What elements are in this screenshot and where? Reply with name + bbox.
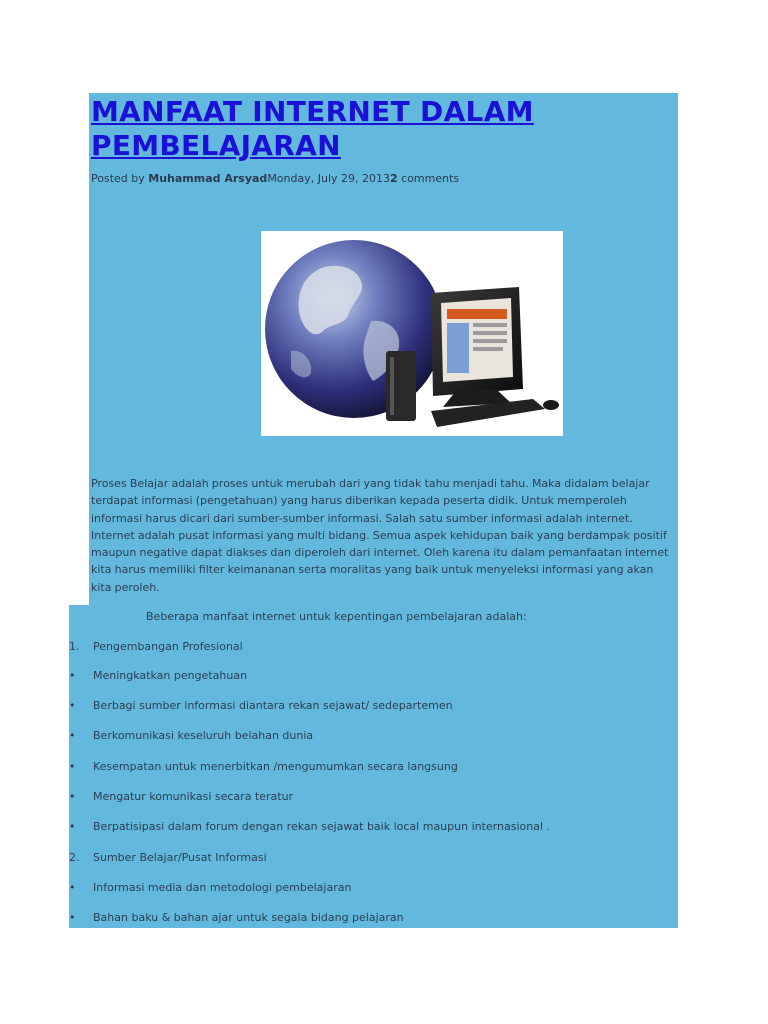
list-item-label: Informasi media dan metodologi pembelajaran: [93, 881, 352, 894]
list-item: [69, 760, 669, 778]
list-intro: Beberapa manfaat internet untuk kepentingan pembelajaran adalah:: [146, 610, 527, 623]
globe-computer-illustration: [261, 231, 563, 436]
bullet-icon: •: [69, 669, 76, 682]
list-item: [69, 699, 669, 717]
list-item: [69, 881, 669, 899]
bullet-icon: •: [69, 699, 76, 712]
list-item: [69, 669, 669, 687]
list-item: [69, 790, 669, 808]
list-item: [69, 729, 669, 747]
list-item: [69, 911, 669, 929]
bullet-icon: •: [69, 820, 76, 833]
list-item-label: Sumber Belajar/Pusat Informasi: [93, 851, 267, 864]
list-item-label: Berbagi sumber informasi diantara rekan sejawat/ sedepartemen: [93, 699, 453, 712]
list-marker: 1.: [69, 640, 80, 653]
list-item-label: Berkomunikasi keseluruh belahan dunia: [93, 729, 314, 742]
bullet-icon: •: [69, 729, 76, 742]
list-item-label: Kesempatan untuk menerbitkan /mengumumkan secara langsung: [93, 760, 458, 773]
list-item-label: Meningkatkan pengetahuan: [93, 669, 248, 682]
bullet-icon: •: [69, 790, 76, 803]
list-item: [69, 820, 669, 838]
post-date[interactable]: Monday, July 29, 2013: [267, 172, 390, 185]
body-paragraph: Proses Belajar adalah proses untuk merubah dari yang tidak tahu menjadi tahu. Maka didalam belajar terdapat informasi (pengetahuan) yang harus diberikan kepada peserta didik. Untuk memperoleh informasi harus dicari dari sumber-sumber informasi. Salah satu sumber informasi adalah internet. Internet adalah pusat informasi yang multi bidang. Semua aspek kehidupan baik yang berdampak positif maupun negative dapat diakses dan diperoleh dari internet. Oleh karena itu dalam pemanfaatan internet kita harus memiliki filter keimananan serta moralitas yang baik untuk menyeleksi informasi yang akan kita peroleh.: [91, 477, 669, 594]
list-item: [69, 640, 669, 658]
list-item: [69, 851, 669, 869]
post-meta: [91, 172, 459, 185]
list-item-label: Bahan baku & bahan ajar untuk segala bidang pelajaran: [93, 911, 404, 924]
list-item-label: Pengembangan Profesional: [93, 640, 243, 653]
bullet-icon: •: [69, 911, 76, 924]
comments-link[interactable]: comments: [397, 172, 460, 185]
author-link[interactable]: Muhammad Arsyad: [148, 172, 268, 185]
post-image: [261, 231, 563, 436]
posted-by-label: Posted by: [91, 172, 149, 185]
bullet-icon: •: [69, 881, 76, 894]
list-item-label: Mengatur komunikasi secara teratur: [93, 790, 294, 803]
list-marker: 2.: [69, 851, 80, 864]
comments-count[interactable]: 2: [390, 172, 398, 185]
list-item-label: Berpatisipasi dalam forum dengan rekan sejawat baik local maupun internasional .: [93, 820, 551, 833]
bullet-icon: •: [69, 760, 76, 773]
post-title-link[interactable]: MANFAAT INTERNET DALAM PEMBELAJARAN: [91, 95, 534, 162]
